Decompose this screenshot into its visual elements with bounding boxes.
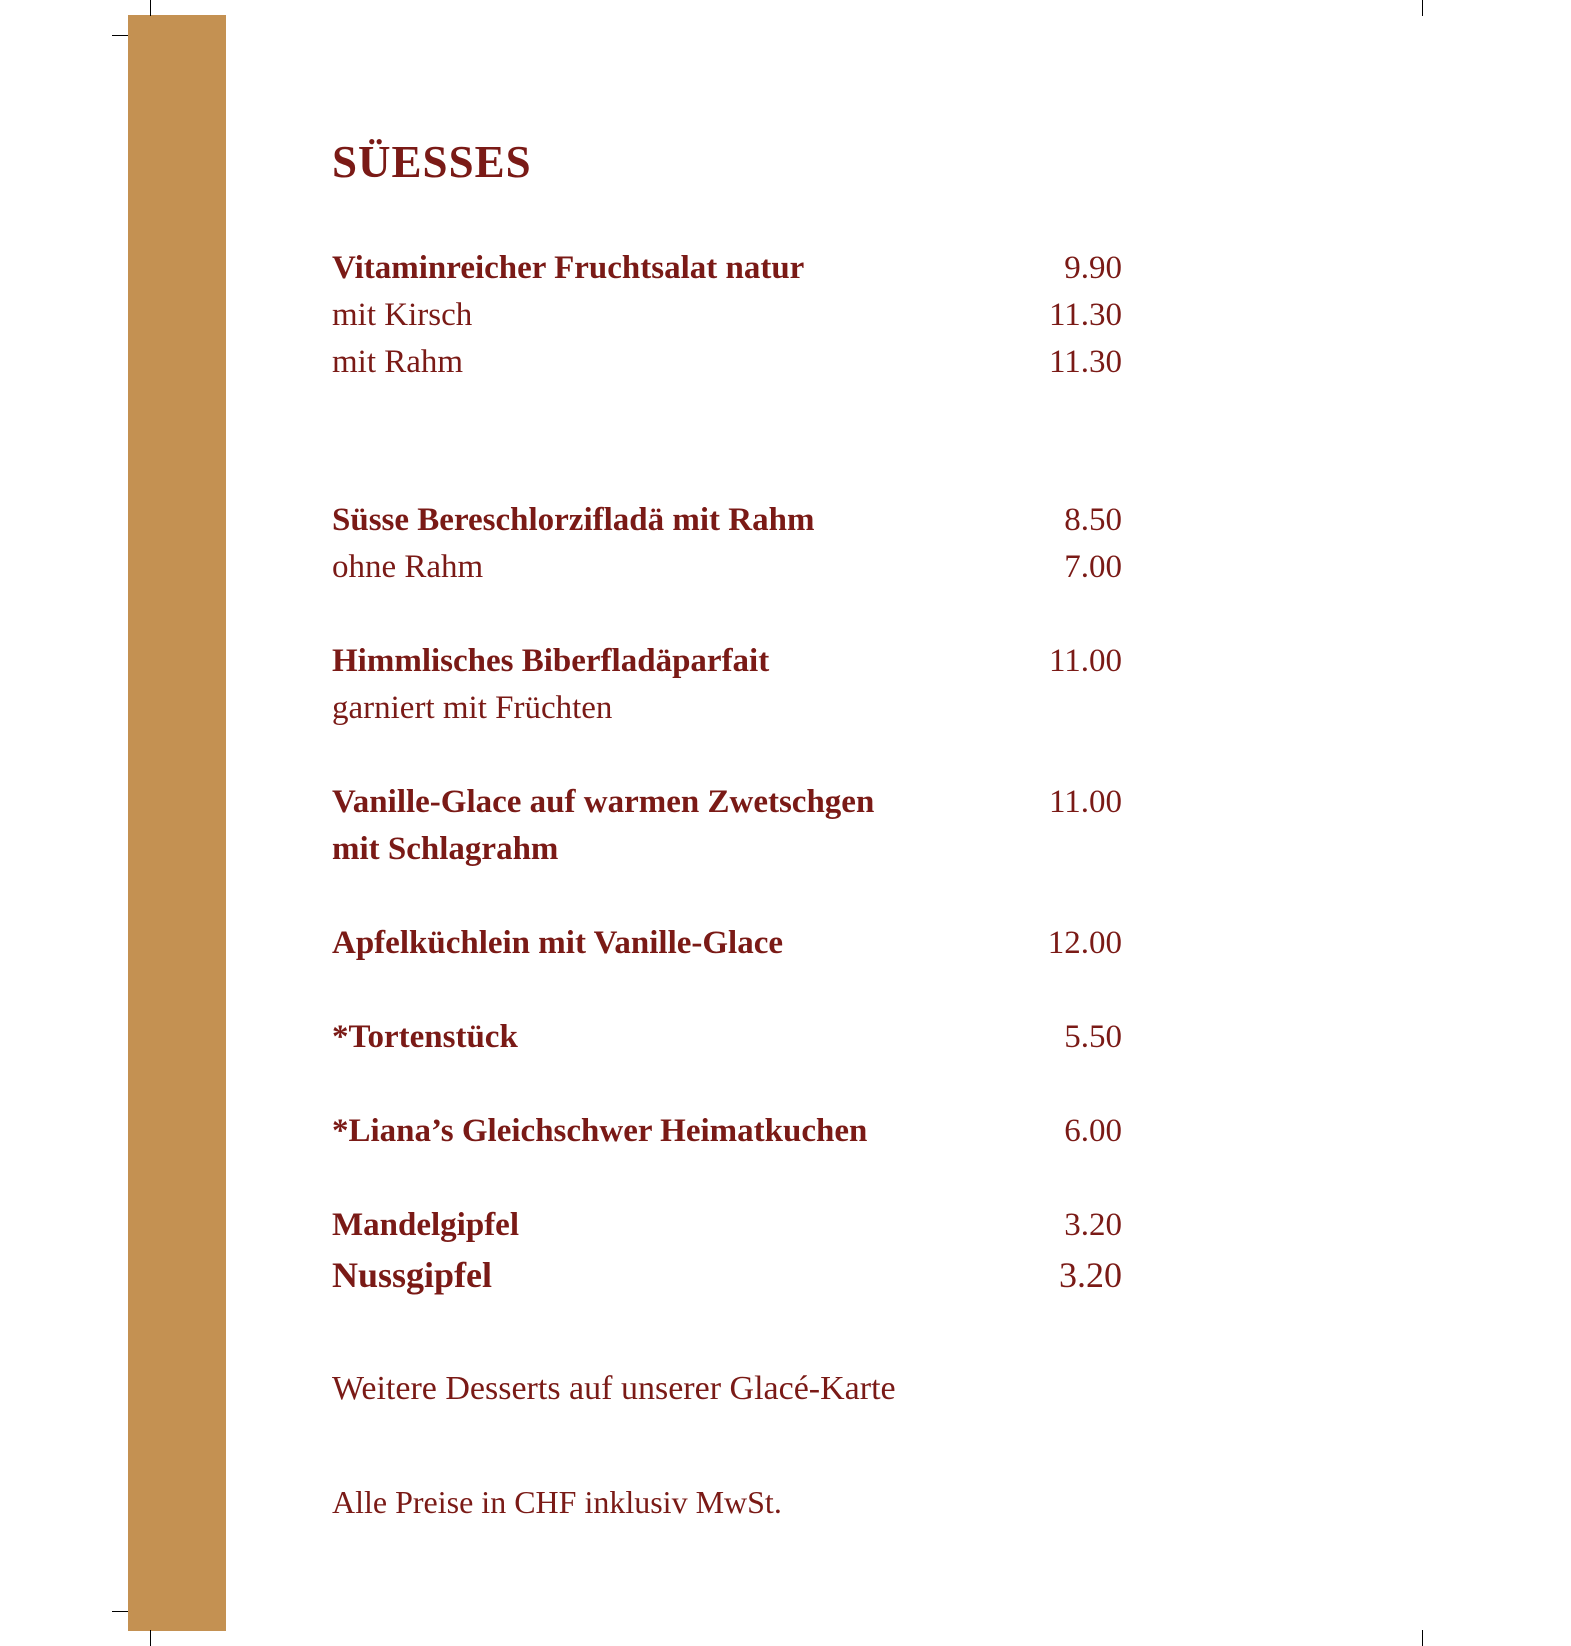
menu-item [332,250,1122,296]
item-price: 3.20 [1064,1207,1122,1243]
item-price: 8.50 [1064,502,1122,538]
item-price: 6.00 [1064,1113,1122,1149]
crop-mark [150,0,151,16]
page-title: SÜESSES [332,137,532,187]
item-price: 11.00 [1048,784,1122,820]
item-label: garniert mit Früchten [332,690,613,726]
item-label: Vanille-Glace auf warmen Zwetschgen [332,784,875,820]
item-price: 11.30 [1048,344,1122,380]
menu-item-option [332,549,1122,595]
item-label: *Liana’s Gleichschwer Heimatkuchen [332,1113,868,1149]
item-price: 11.30 [1048,297,1122,333]
menu-item [332,1254,1122,1300]
menu-item-description [332,690,1122,736]
item-price: 5.50 [1064,1019,1122,1055]
menu-item [332,643,1122,689]
item-price: 3.20 [1059,1255,1122,1295]
item-price: 11.00 [1048,643,1122,679]
item-label: Mandelgipfel [332,1207,519,1243]
menu-item [332,925,1122,971]
item-label: mit Schlagrahm [332,831,559,867]
menu-item-continuation [332,831,1122,877]
item-label: Vitaminreicher Fruchtsalat natur [332,250,805,286]
menu-item-option [332,297,1122,343]
item-label: Himmlisches Biberfladäparfait [332,643,770,679]
more-desserts-note: Weitere Desserts auf unserer Glacé-Karte [332,1370,896,1407]
decorative-sidebar-bar [128,15,226,1631]
menu-item [332,1113,1122,1159]
crop-mark [1422,1630,1423,1646]
item-price: 12.00 [1047,925,1122,961]
item-label: mit Kirsch [332,297,473,333]
crop-mark [112,1611,128,1612]
crop-mark [1422,0,1423,16]
item-price: 9.90 [1064,250,1122,286]
item-label: Nussgipfel [332,1255,493,1295]
menu-item [332,1019,1122,1065]
item-price: 7.00 [1064,549,1122,585]
item-label: ohne Rahm [332,549,484,585]
item-label: Apfelküchlein mit Vanille-Glace [332,925,784,961]
item-label: *Tortenstück [332,1019,518,1055]
menu-item-option [332,344,1122,390]
menu-item [332,1207,1122,1253]
menu-item [332,502,1122,548]
menu-item [332,784,1122,830]
item-label: Süsse Bereschlorzifladä mit Rahm [332,502,815,538]
crop-mark [112,35,128,36]
prices-info-note: Alle Preise in CHF inklusiv MwSt. [332,1484,782,1520]
item-label: mit Rahm [332,344,464,380]
crop-mark [150,1630,151,1646]
